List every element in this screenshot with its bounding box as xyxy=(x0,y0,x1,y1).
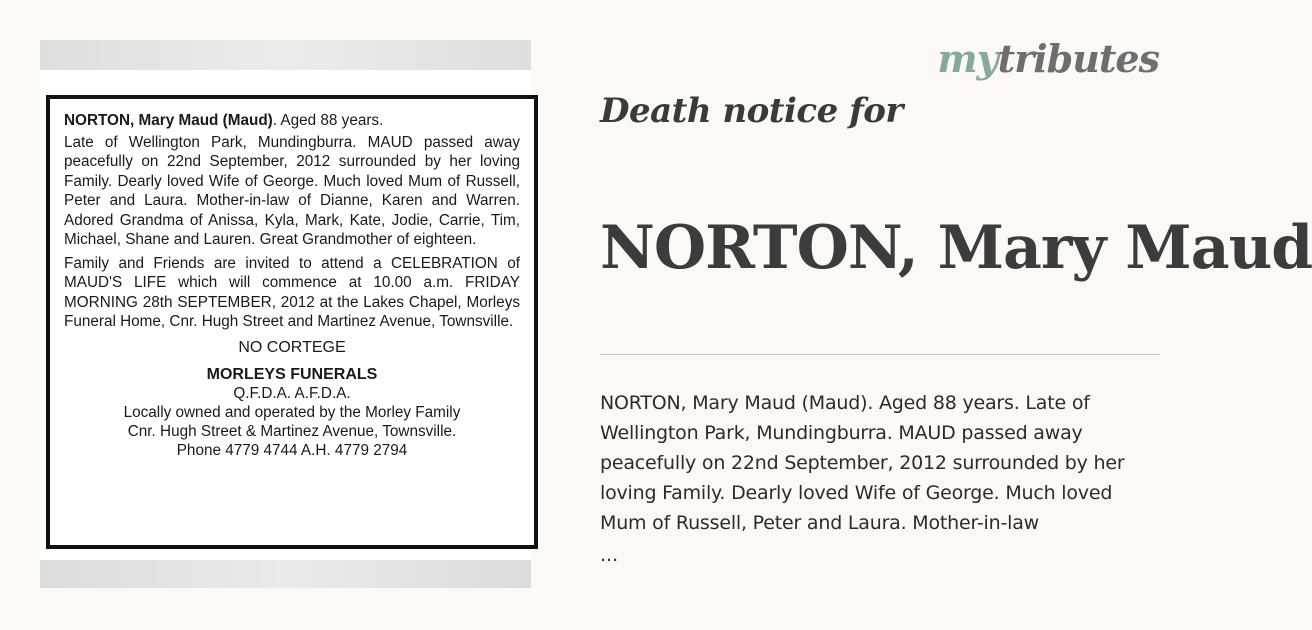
logo-tributes: tributes xyxy=(997,36,1159,81)
funeral-home-credentials: Q.F.D.A. A.F.D.A. xyxy=(233,385,351,402)
notice-name: NORTON, Mary Maud (Maud) xyxy=(64,112,273,129)
funeral-home-name: MORLEYS FUNERALS xyxy=(206,366,378,383)
mytributes-logo[interactable] xyxy=(937,34,1159,84)
newspaper-notice xyxy=(46,95,538,549)
notice-image-card xyxy=(40,40,531,588)
funeral-home-block xyxy=(64,365,520,460)
notice-paragraph-service: Family and Friends are invited to attend a CELEBRATION of MAUD'S LIFE which will commence at 10.00 a.m. FRIDAY MORNING 28th SEPTEMBER, 2012 at the Lakes Chapel, Morleys Funeral Home, Cnr. Hugh Street and Martinez Avenue, Townsville. xyxy=(64,254,520,330)
notice-heading xyxy=(64,111,520,131)
funeral-home-address: Cnr. Hugh Street & Martinez Avenue, Townsville. xyxy=(127,423,457,440)
notice-paragraph-family: Late of Wellington Park, Mundingburra. MAUD passed away peacefully on 22nd September, 2012 surrounded by her loving Family. Dearly loved Wife of George. Much loved Mum of Russell, Peter and Laura. Mother-in-law of Dianne, Karen and Warren. Adored Grandma of Anissa, Kyla, Mark, Kate, Jodie, Carrie, Tim, Michael, Shane and Lauren. Great Grandmother of eighteen. xyxy=(64,133,520,248)
logo-my: my xyxy=(937,36,998,81)
notice-kicker: Death notice for xyxy=(600,91,903,131)
divider xyxy=(600,354,1160,355)
excerpt-ellipsis: ... xyxy=(600,544,619,566)
card-top-shade xyxy=(40,40,531,70)
notice-age: . Aged 88 years. xyxy=(272,112,384,129)
deceased-name-title: NORTON, Mary Maud xyxy=(600,213,1312,283)
card-bottom-shade xyxy=(40,560,531,588)
notice-cortege: NO CORTEGE xyxy=(238,338,346,356)
notice-excerpt: NORTON, Mary Maud (Maud). Aged 88 years. Late of Wellington Park, Mundingburra. MAUD passed away peacefully on 22nd September, 2012 surrounded by her loving Family. Dearly loved Wife of George. Much loved Mum of Russell, Peter and Laura. Mother-in-law xyxy=(600,392,1125,534)
funeral-home-tagline: Locally owned and operated by the Morley Family xyxy=(123,404,461,421)
funeral-home-phone: Phone 4779 4744 A.H. 4779 2794 xyxy=(176,442,408,459)
